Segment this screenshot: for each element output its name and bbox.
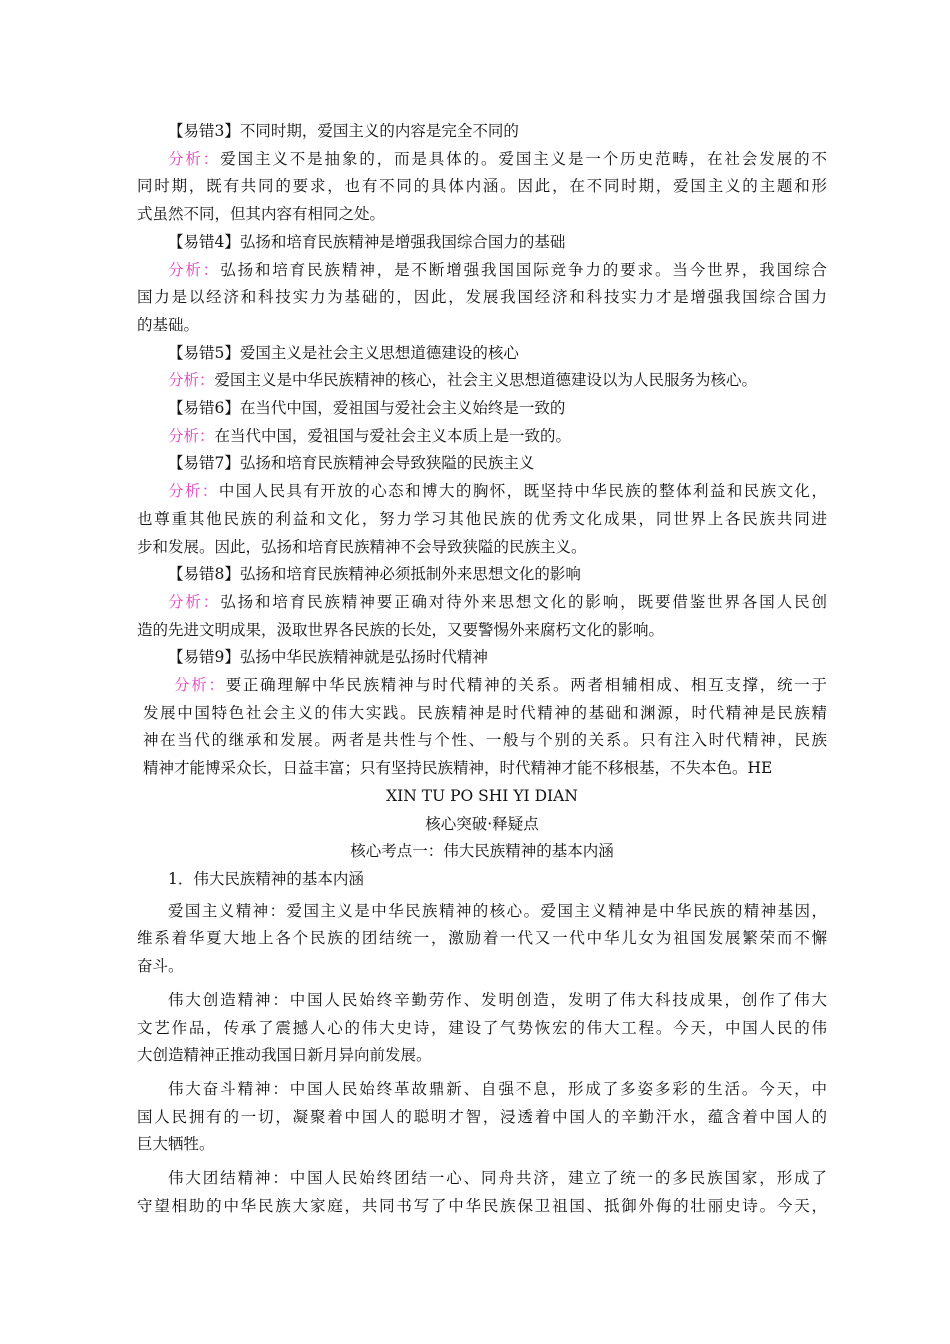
mistake-title: 【易错9】弘扬中华民族精神就是弘扬时代精神: [168, 648, 488, 667]
document-body: [137, 118, 827, 1220]
analysis-line: 分析：弘扬和培育民族精神，是不断增强我国国际竞争力的要求。当今世界，我国综合: [168, 260, 827, 279]
analysis-line: 国力是以经济和科技实力为基础的，因此，发展我国经济和科技实力才是增强我国综合国力: [137, 288, 827, 307]
section-heading: 核心突破·释疑点: [425, 814, 539, 833]
analysis-line: 式虽然不同，但其内容有相同之处。: [137, 205, 386, 224]
analysis-label: 分析：: [168, 149, 221, 168]
analysis-label: 分析：: [168, 371, 215, 390]
mistake-title: 【易错5】爱国主义是社会主义思想道德建设的核心: [168, 343, 519, 362]
mistake-title: 【易错7】弘扬和培育民族精神会导致狭隘的民族主义: [168, 454, 535, 473]
analysis-line: 分析：中国人民具有开放的心态和博大的胸怀，既坚持中华民族的整体利益和民族文化，: [168, 482, 827, 501]
analysis-label: 分析：: [168, 426, 215, 445]
analysis-line: 精神才能博采众长，日益丰富；只有坚持民族精神，时代精神才能不移根基，不失本色。HE: [143, 759, 773, 778]
analysis-label: 分析：: [174, 676, 226, 695]
analysis-line: 分析：弘扬和培育民族精神要正确对待外来思想文化的影响，既要借鉴世界各国人民创: [168, 592, 827, 611]
mistake-title: 【易错4】弘扬和培育民族精神是增强我国综合国力的基础: [168, 232, 566, 251]
analysis-line: 分析：爱国主义不是抽象的，而是具体的。爱国主义是一个历史范畴，在社会发展的不: [168, 149, 827, 168]
analysis-label: 分析：: [168, 482, 219, 501]
analysis-line: 分析：要正确理解中华民族精神与时代精神的关系。两者相辅相成、相互支撑，统一于: [174, 676, 827, 695]
analysis-line: 神在当代的继承和发展。两者是共性与个性、一般与个别的关系。只有注入时代精神，民族: [143, 731, 827, 750]
point-heading: 1．伟大民族精神的基本内涵: [168, 869, 364, 888]
analysis-line: 同时期，既有共同的要求，也有不同的具体内涵。因此，在不同时期，爱国主义的主题和形: [137, 177, 827, 196]
analysis-line: 步和发展。因此，弘扬和培育民族精神不会导致狭隘的民族主义。: [137, 537, 587, 556]
mistake-title: 【易错8】弘扬和培育民族精神必须抵制外来思想文化的影响: [168, 565, 581, 584]
mistake-title: 【易错3】不同时期，爱国主义的内容是完全不同的: [168, 122, 519, 140]
analysis-line: 分析：在当代中国，爱祖国与爱社会主义本质上是一致的。: [168, 426, 572, 445]
analysis-line: 造的先进文明成果，汲取世界各民族的长处，又要警惕外来腐朽文化的影响。: [137, 620, 665, 639]
mistake-title: 【易错6】在当代中国，爱祖国与爱社会主义始终是一致的: [168, 399, 566, 418]
paragraph: 爱国主义精神：爱国主义是中华民族精神的核心。爱国主义精神是中华民族的精神基因， 维系着华夏大地上各个民族的团结统一，激励着一代又一代中华儿女为祖国发展繁荣而不懈 奋斗。: [137, 901, 827, 976]
analysis-label: 分析：: [168, 260, 221, 279]
analysis-line: 分析：爱国主义是中华民族精神的核心，社会主义思想道德建设以为人民服务为核心。: [168, 371, 758, 390]
section-subheading: 核心考点一：伟大民族精神的基本内涵: [350, 842, 614, 861]
analysis-line: 发展中国特色社会主义的伟大实践。民族精神是时代精神的基础和渊源，时代精神是民族精: [143, 703, 827, 722]
paragraph: 伟大奋斗精神：中国人民始终革故鼎新、自强不息，形成了多姿多彩的生活。今天，中 国人民拥有的一切，凝聚着中国人的聪明才智，浸透着中国人的辛勤汗水，蕴含着中国人的 巨大牺牲。: [137, 1079, 827, 1154]
analysis-line: 的基础。: [137, 315, 200, 334]
paragraph: 伟大团结精神：中国人民始终团结一心、同舟共济，建立了统一的多民族国家，形成了 守望相助的中华民族大家庭，共同书写了中华民族保卫祖国、抵御外侮的壮丽史诗。今天，: [137, 1169, 827, 1215]
section-pinyin: XIN TU PO SHI YI DIAN: [386, 786, 578, 805]
analysis-line: 也尊重其他民族的利益和文化，努力学习其他民族的优秀文化成果，同世界上各民族共同进: [137, 509, 827, 528]
paragraph: 伟大创造精神：中国人民始终辛勤劳作、发明创造，发明了伟大科技成果，创作了伟大 文艺作品，传承了震撼人心的伟大史诗，建设了气势恢宏的伟大工程。今天，中国人民的伟 大创造精神正推动我国日新月异向前发展。: [137, 990, 827, 1065]
analysis-label: 分析：: [168, 592, 221, 611]
